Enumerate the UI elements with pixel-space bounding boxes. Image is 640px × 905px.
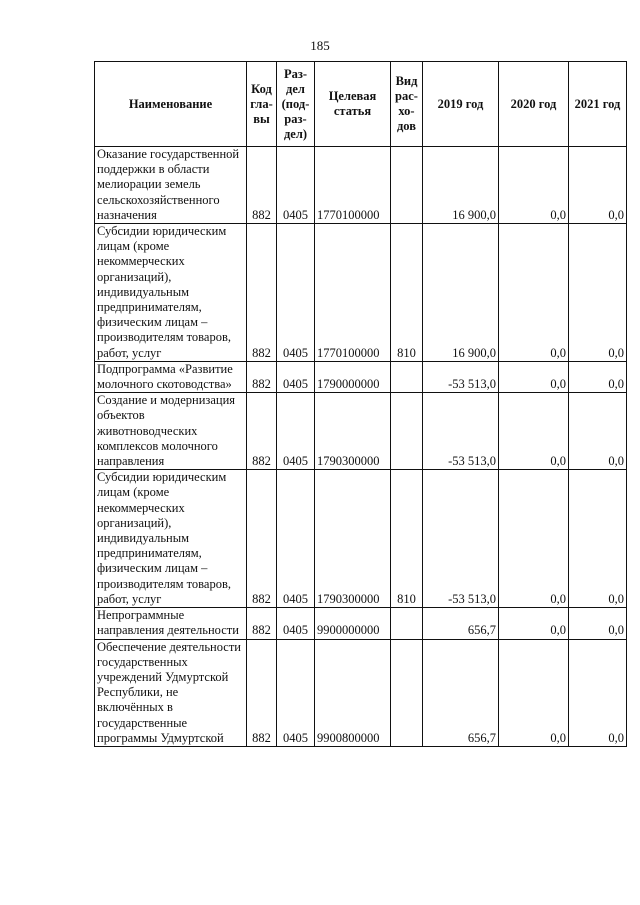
table-row <box>95 224 627 362</box>
row-target: 9900000000 <box>315 608 391 639</box>
row-section: 0405 <box>277 393 315 470</box>
column-header-chapter-code: Код гла-вы <box>247 62 277 147</box>
row-value-2020: 0,0 <box>499 393 569 470</box>
row-section: 0405 <box>277 639 315 746</box>
column-header-expense-type: Вид рас-хо-дов <box>391 62 423 147</box>
row-expense-type: 810 <box>391 224 423 362</box>
row-value-2021: 0,0 <box>569 147 627 224</box>
row-name: Обеспечение деятельности государственных учреждений Удмуртской Республики, не включённых в государственные программы Удмуртской <box>95 639 247 746</box>
row-chapter-code: 882 <box>247 470 277 608</box>
row-target: 1790300000 <box>315 393 391 470</box>
row-section: 0405 <box>277 224 315 362</box>
row-value-2020: 0,0 <box>499 608 569 639</box>
column-header-2020: 2020 год <box>499 62 569 147</box>
row-value-2021: 0,0 <box>569 393 627 470</box>
table-row <box>95 361 627 392</box>
row-name: Оказание государственной поддержки в области мелиорации земель сельскохозяйственного назначения <box>95 147 247 224</box>
table-row <box>95 147 627 224</box>
row-value-2019: 656,7 <box>423 608 499 639</box>
row-value-2021: 0,0 <box>569 224 627 362</box>
table-body <box>95 147 627 747</box>
column-header-2019: 2019 год <box>423 62 499 147</box>
row-value-2020: 0,0 <box>499 470 569 608</box>
table-row <box>95 608 627 639</box>
row-target: 1790000000 <box>315 361 391 392</box>
row-chapter-code: 882 <box>247 361 277 392</box>
row-target: 9900800000 <box>315 639 391 746</box>
row-value-2020: 0,0 <box>499 147 569 224</box>
row-value-2021: 0,0 <box>569 608 627 639</box>
row-expense-type <box>391 361 423 392</box>
row-section: 0405 <box>277 470 315 608</box>
row-expense-type: 810 <box>391 470 423 608</box>
row-chapter-code: 882 <box>247 639 277 746</box>
row-value-2019: -53 513,0 <box>423 361 499 392</box>
column-header-target: Целевая статья <box>315 62 391 147</box>
row-section: 0405 <box>277 608 315 639</box>
row-name: Непрограммные направления деятельности <box>95 608 247 639</box>
row-value-2019: 16 900,0 <box>423 224 499 362</box>
row-name: Субсидии юридическим лицам (кроме некоммерческих организаций), индивидуальным предпринимателям, физическим лицам – производителям товаров, работ, услуг <box>95 470 247 608</box>
row-value-2019: -53 513,0 <box>423 393 499 470</box>
row-value-2021: 0,0 <box>569 470 627 608</box>
page-number: 185 <box>310 38 330 53</box>
row-chapter-code: 882 <box>247 393 277 470</box>
row-value-2021: 0,0 <box>569 361 627 392</box>
row-expense-type <box>391 608 423 639</box>
row-name: Создание и модернизация объектов животноводческих комплексов молочного направления <box>95 393 247 470</box>
row-chapter-code: 882 <box>247 147 277 224</box>
row-chapter-code: 882 <box>247 224 277 362</box>
row-value-2019: 656,7 <box>423 639 499 746</box>
row-name: Субсидии юридическим лицам (кроме некоммерческих организаций), индивидуальным предпринимателям, физическим лицам – производителям товаров, работ, услуг <box>95 224 247 362</box>
row-expense-type <box>391 147 423 224</box>
row-chapter-code: 882 <box>247 608 277 639</box>
row-expense-type <box>391 393 423 470</box>
column-header-section: Раз-дел (под-раз-дел) <box>277 62 315 147</box>
row-expense-type <box>391 639 423 746</box>
row-value-2019: -53 513,0 <box>423 470 499 608</box>
row-target: 1770100000 <box>315 224 391 362</box>
header-row <box>95 62 627 147</box>
column-header-2021: 2021 год <box>569 62 627 147</box>
row-value-2019: 16 900,0 <box>423 147 499 224</box>
table-row <box>95 393 627 470</box>
row-value-2020: 0,0 <box>499 361 569 392</box>
table-row <box>95 470 627 608</box>
row-value-2020: 0,0 <box>499 639 569 746</box>
budget-table <box>94 61 627 747</box>
table-row <box>95 639 627 746</box>
row-value-2021: 0,0 <box>569 639 627 746</box>
row-target: 1790300000 <box>315 470 391 608</box>
column-header-name: Наименование <box>95 62 247 147</box>
row-value-2020: 0,0 <box>499 224 569 362</box>
row-target: 1770100000 <box>315 147 391 224</box>
row-section: 0405 <box>277 361 315 392</box>
row-section: 0405 <box>277 147 315 224</box>
row-name: Подпрограмма «Развитие молочного скотоводства» <box>95 361 247 392</box>
